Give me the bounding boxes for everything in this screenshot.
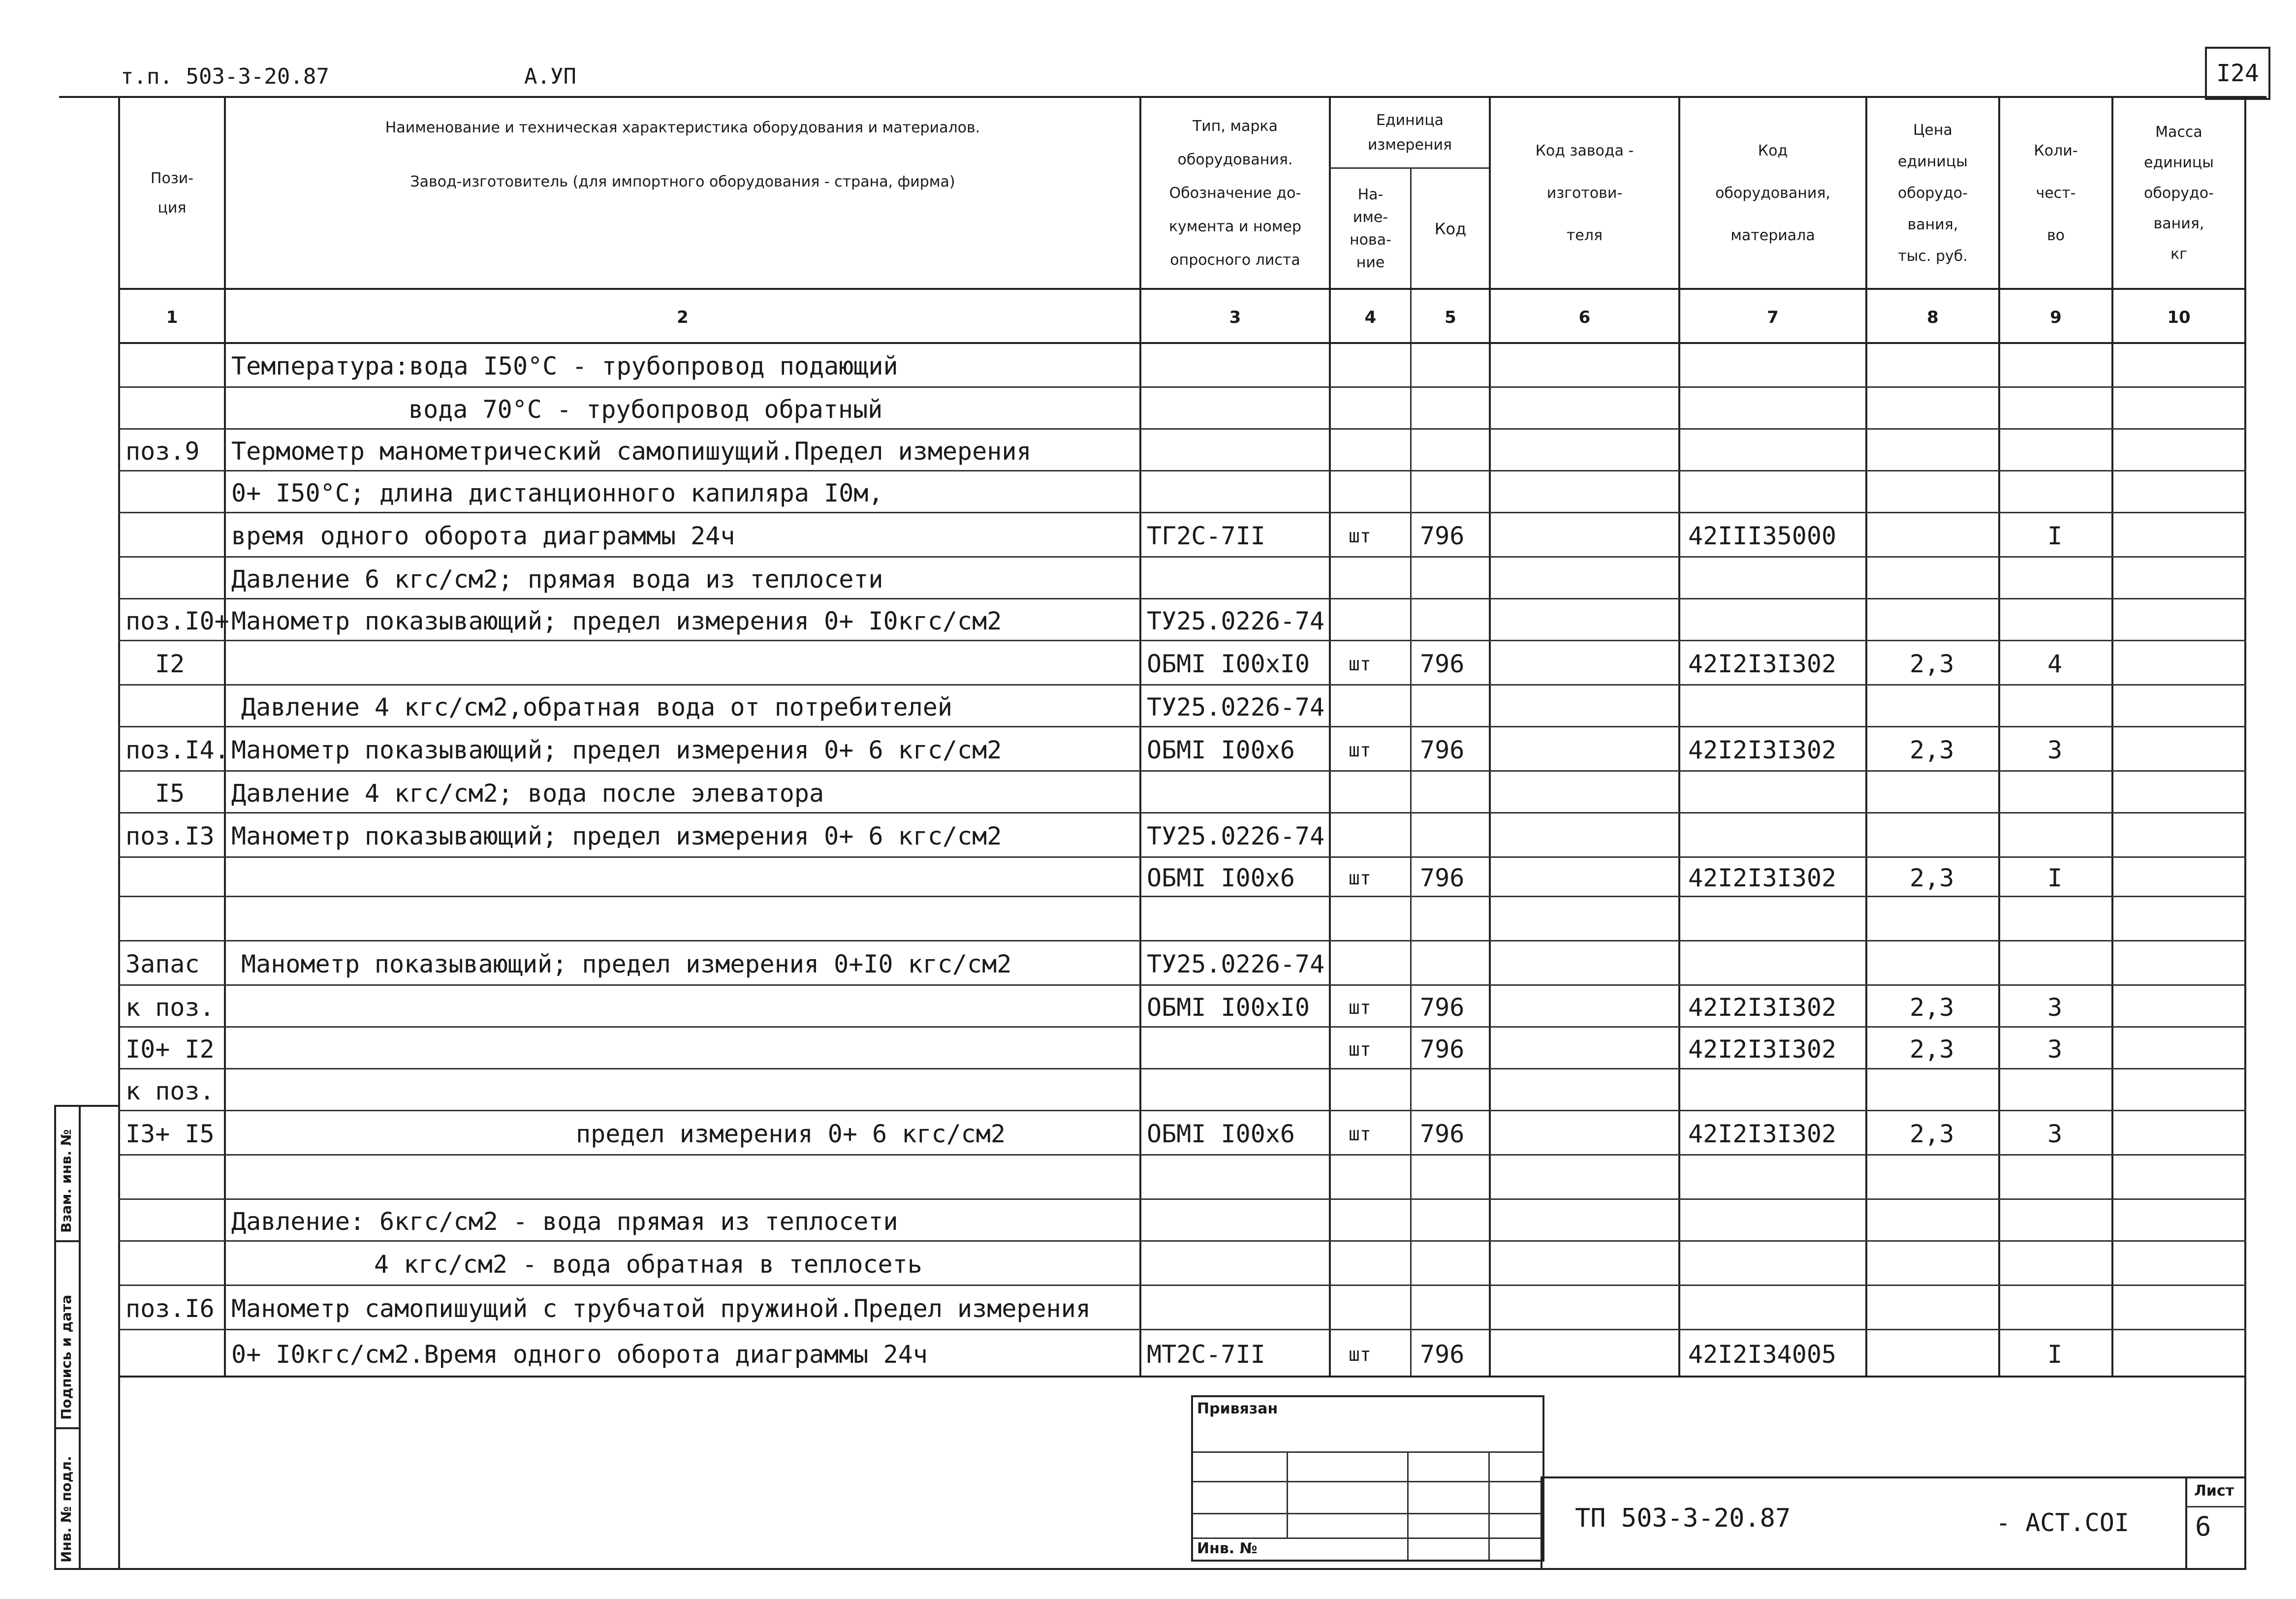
inventory-label: Инв. № xyxy=(1197,1540,1258,1557)
row-type: ОБМI I00хI0 xyxy=(1147,993,1310,1022)
header-unit-price: Цена единицы оборудо- вания, тыс. руб. xyxy=(1898,121,1968,265)
row-unit-code: 796 xyxy=(1420,522,1465,550)
row-price: 2,3 xyxy=(1910,1035,1954,1064)
row-type: МТ2С-7II xyxy=(1147,1340,1265,1369)
row-unit-code: 796 xyxy=(1420,1120,1465,1148)
row-unit-code: 796 xyxy=(1420,736,1465,764)
row-type: ОБМI I00х6 xyxy=(1147,736,1295,764)
colnum-5: 5 xyxy=(1445,308,1456,327)
header-equipment-code: Код оборудования, материала xyxy=(1715,142,1830,244)
row-quantity: 3 xyxy=(2047,736,2063,764)
row-type: ТУ25.0226-74 xyxy=(1147,606,1325,635)
row-description: Манометр показывающий; предел измерения 0+I0 кгс/см2 xyxy=(241,950,1012,978)
row-description: Манометр показывающий; предел измерения 0+ I0кгс/см2 xyxy=(231,606,1002,635)
colnum-3: 3 xyxy=(1229,308,1241,327)
row-equipment-code: 42III35000 xyxy=(1688,522,1837,550)
row-type: ОБМI I00х6 xyxy=(1147,1120,1295,1148)
unit-subheader-line xyxy=(1329,167,1489,169)
side-label-podpis: Подпись и дата xyxy=(58,1294,74,1420)
sheet-number: 6 xyxy=(2195,1511,2211,1542)
row-quantity: 3 xyxy=(2047,1035,2063,1064)
row-description: 0+ I50°C; длина дистанционного капиляра I0м, xyxy=(231,478,883,507)
colnum-2: 2 xyxy=(677,308,689,327)
row-description: Манометр показывающий; предел измерения 0+ 6 кгс/см2 xyxy=(231,736,1002,764)
row-unit: шт xyxy=(1349,1123,1371,1145)
side-label-vzam: Взам. инв. № xyxy=(58,1129,74,1233)
row-type: ТУ25.0226-74 xyxy=(1147,950,1325,978)
row-position: к поз. xyxy=(126,1076,215,1105)
colnum-4: 4 xyxy=(1364,308,1377,327)
row-type: ТУ25.0226-74 xyxy=(1147,692,1325,721)
row-unit: шт xyxy=(1349,1343,1371,1365)
album-label: А.УП xyxy=(524,64,576,89)
row-description: Манометр показывающий; предел измерения 0+ 6 кгс/см2 xyxy=(231,822,1002,850)
row-equipment-code: 42I2I34005 xyxy=(1688,1340,1837,1369)
row-description: Давление: 6кгс/см2 - вода прямая из теплосети xyxy=(231,1207,898,1236)
row-position: Запас xyxy=(126,950,200,978)
header-bottom-line xyxy=(118,288,2246,290)
row-type: ОБМI I00х6 xyxy=(1147,864,1295,892)
side-stamp-border xyxy=(54,1105,56,1570)
row-quantity: I xyxy=(2047,864,2063,892)
row-description: Давление 4 кгс/см2,обратная вода от потребителей xyxy=(241,692,952,721)
row-position: I0+ I2 xyxy=(126,1035,215,1064)
document-code: т.п. 503-3-20.87 xyxy=(121,64,329,89)
row-position: к поз. xyxy=(126,993,215,1022)
binding-stamp xyxy=(1191,1395,1544,1562)
row-unit: шт xyxy=(1349,525,1371,547)
header-unit-code: Код xyxy=(1434,219,1467,238)
row-description: 4 кгс/см2 - вода обратная в теплосеть xyxy=(374,1250,922,1279)
row-type: ТГ2С-7II xyxy=(1147,522,1265,550)
title-code: ТП 503-3-20.87 xyxy=(1575,1504,1791,1533)
row-description: Манометр самопишущий с трубчатой пружиной.Предел измерения xyxy=(231,1294,1091,1323)
colnum-10: 10 xyxy=(2167,308,2191,327)
colnum-7: 7 xyxy=(1767,308,1779,327)
row-description: Давление 4 кгс/см2; вода после элеватора xyxy=(231,779,824,808)
row-position: поз.9 xyxy=(126,437,200,466)
header-description: Наименование и техническая характеристика оборудования и материалов. Завод-изготовитель (для импортного оборудования - страна, фирма) xyxy=(385,119,980,190)
colnum-1: 1 xyxy=(166,308,178,327)
row-unit: шт xyxy=(1349,996,1371,1018)
row-equipment-code: 42I2I3I302 xyxy=(1688,650,1837,678)
row-position: I2 xyxy=(155,650,185,678)
colnum-9: 9 xyxy=(2050,308,2062,327)
row-position: поз.I3 xyxy=(126,822,215,850)
row-price: 2,3 xyxy=(1910,993,1954,1022)
row-price: 2,3 xyxy=(1910,864,1954,892)
row-unit: шт xyxy=(1349,867,1371,889)
row-unit-code: 796 xyxy=(1420,993,1465,1022)
colnum-bottom-line xyxy=(118,342,2246,344)
row-quantity: 4 xyxy=(2047,650,2063,678)
row-unit: шт xyxy=(1349,1038,1371,1060)
sheet-label: Лист xyxy=(2194,1482,2234,1500)
colnum-6: 6 xyxy=(1578,308,1591,327)
row-type: ОБМI I00хI0 xyxy=(1147,650,1310,678)
row-equipment-code: 42I2I3I302 xyxy=(1688,993,1837,1022)
row-unit: шт xyxy=(1349,653,1371,675)
header-type: Тип, марка оборудования. Обозначение до- кумента и номер опросного листа xyxy=(1168,117,1302,269)
row-description: Температура:вода I50°C - трубопровод подающий xyxy=(231,352,898,380)
row-unit-code: 796 xyxy=(1420,1035,1465,1064)
binding-label: Привязан xyxy=(1197,1400,1278,1417)
row-unit: шт xyxy=(1349,739,1371,761)
row-position: I3+ I5 xyxy=(126,1120,215,1148)
table-bottom-line xyxy=(118,1376,2246,1378)
row-equipment-code: 42I2I3I302 xyxy=(1688,1035,1837,1064)
row-quantity: 3 xyxy=(2047,1120,2063,1148)
row-position: I5 xyxy=(155,779,185,808)
row-equipment-code: 42I2I3I302 xyxy=(1688,736,1837,764)
row-unit-code: 796 xyxy=(1420,650,1465,678)
row-price: 2,3 xyxy=(1910,736,1954,764)
row-description: Термометр манометрический самопишущий.Предел измерения xyxy=(231,437,1032,466)
header-position: Пози- ция xyxy=(150,169,194,217)
page-number: I24 xyxy=(2216,60,2259,87)
row-quantity: 3 xyxy=(2047,993,2063,1022)
row-quantity: I xyxy=(2047,522,2063,550)
row-description: время одного оборота диаграммы 24ч xyxy=(231,522,735,550)
row-description: вода 70°C - трубопровод обратный xyxy=(409,395,883,424)
row-description: Давление 6 кгс/см2; прямая вода из теплосети xyxy=(231,564,883,594)
header-quantity: Коли- чест- во xyxy=(2034,142,2078,244)
side-stamp-border xyxy=(79,1105,81,1570)
row-equipment-code: 42I2I3I302 xyxy=(1688,1120,1837,1148)
table-right-border xyxy=(2244,96,2246,1570)
row-description: предел измерения 0+ 6 кгс/см2 xyxy=(576,1120,1006,1148)
header-unit-name: На- име- нова- ние xyxy=(1350,186,1391,271)
row-unit-code: 796 xyxy=(1420,864,1465,892)
row-price: 2,3 xyxy=(1910,650,1954,678)
row-quantity: I xyxy=(2047,1340,2063,1369)
row-type: ТУ25.0226-74 xyxy=(1147,822,1325,850)
side-label-inv: Инв. № подл. xyxy=(58,1456,74,1563)
title-suffix: - АСТ.СОI xyxy=(1996,1508,2129,1537)
row-position: поз.I4. xyxy=(126,736,229,764)
header-plant-code: Код завода - изготови- теля xyxy=(1535,142,1634,244)
row-equipment-code: 42I2I3I302 xyxy=(1688,864,1837,892)
header-unit-group: Единица измерения xyxy=(1367,112,1452,154)
row-unit-code: 796 xyxy=(1420,1340,1465,1369)
row-description: 0+ I0кгс/см2.Время одного оборота диаграммы 24ч xyxy=(231,1340,928,1369)
row-price: 2,3 xyxy=(1910,1120,1954,1148)
colnum-8: 8 xyxy=(1927,308,1939,327)
header-unit-mass: Масса единицы оборудо- вания, кг xyxy=(2144,123,2214,263)
row-position: поз.I0+ xyxy=(126,606,229,635)
row-position: поз.I6 xyxy=(126,1294,215,1323)
